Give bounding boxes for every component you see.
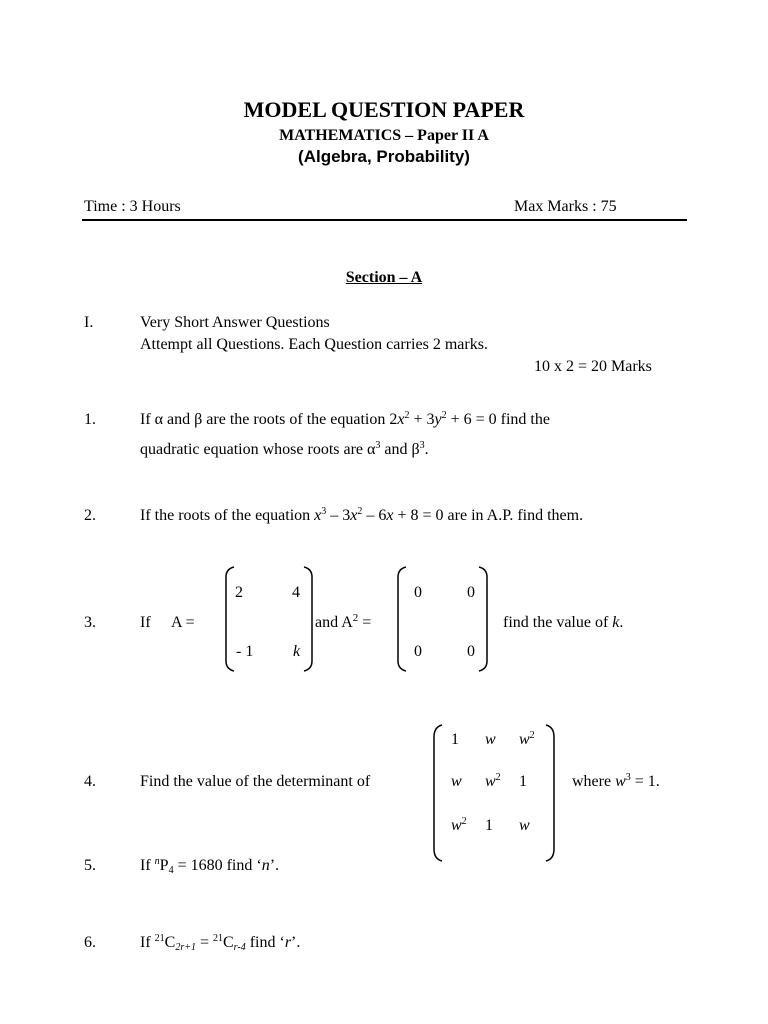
- variable-n: n: [261, 857, 270, 874]
- determinant-cell: 1: [519, 773, 527, 790]
- determinant-cell: 1: [485, 817, 493, 834]
- question-3-if: If: [140, 614, 151, 631]
- text: If: [140, 857, 151, 874]
- text: ’.: [291, 934, 301, 951]
- max-marks-label: Max Marks : 75: [514, 198, 617, 215]
- variable-w: w: [519, 731, 530, 748]
- determinant-cell: w: [519, 817, 530, 834]
- permutation-symbol: P: [159, 857, 169, 874]
- variable-x: x: [386, 507, 394, 524]
- text: .: [424, 441, 429, 458]
- variable-x: x: [350, 507, 358, 524]
- variable-w: w: [615, 773, 626, 790]
- time-label: Time : 3 Hours: [84, 198, 181, 215]
- text: + 6 = 0 find the: [450, 411, 550, 428]
- matrix-a-cell: 4: [292, 584, 300, 601]
- question-number-5: 5.: [84, 857, 96, 874]
- paper-topic: (Algebra, Probability): [298, 147, 470, 166]
- equals-sign: =: [362, 614, 372, 631]
- question-1-line-1: [140, 408, 550, 432]
- question-number-1: 1.: [84, 411, 96, 428]
- text: find ‘: [249, 934, 285, 951]
- question-number-2: 2.: [84, 507, 96, 524]
- matrix-a-right-bracket: [302, 565, 314, 673]
- determinant-left-bracket: [432, 723, 444, 863]
- variable-y: y: [434, 411, 442, 428]
- text: – 3: [330, 507, 351, 524]
- text: + 3: [413, 411, 435, 428]
- determinant-cell: [519, 731, 535, 749]
- beta-symbol: β: [411, 441, 420, 458]
- subscript: 2r+1: [175, 942, 196, 953]
- exponent: 3: [321, 506, 327, 517]
- part-instruction: Attempt all Questions. Each Question carries 2 marks.: [140, 336, 488, 353]
- exponent: 2: [495, 772, 501, 783]
- exponent: 2: [404, 410, 410, 421]
- determinant-cell: w: [485, 731, 496, 748]
- subscript: 4: [168, 865, 174, 876]
- determinant-cell: 1: [451, 731, 459, 748]
- equals-sign: =: [199, 934, 209, 951]
- determinant-cell: [451, 817, 467, 835]
- matrix-a-cell: - 1: [236, 643, 254, 660]
- question-3-and-a-squared: [315, 614, 371, 632]
- exponent: 2: [441, 410, 447, 421]
- exponent: 2: [461, 816, 467, 827]
- part-number: I.: [84, 314, 94, 331]
- text: = 1680 find ‘: [177, 857, 262, 874]
- question-number-6: 6.: [84, 934, 96, 951]
- matrix-b-cell: 0: [467, 584, 475, 601]
- text: – 6: [366, 507, 387, 524]
- text: .: [619, 614, 624, 631]
- matrix-b-right-bracket: [477, 565, 489, 673]
- question-5-text: [140, 854, 279, 878]
- variable-r: r: [284, 934, 292, 951]
- exponent: 3: [375, 440, 381, 451]
- alpha-symbol: α: [367, 441, 376, 458]
- text: + 8 = 0 are in A.P. find them.: [397, 507, 584, 524]
- text: ’.: [269, 857, 280, 874]
- variable-x: x: [314, 507, 322, 524]
- exponent: 3: [419, 440, 425, 451]
- question-4-tail: [572, 773, 660, 791]
- question-3-tail: [503, 614, 623, 632]
- determinant-right-bracket: [544, 723, 556, 863]
- matrix-a-left-bracket: [224, 565, 236, 673]
- question-3-a-equals: A =: [171, 614, 195, 631]
- superscript: 21: [213, 933, 223, 944]
- alpha-symbol: α: [154, 411, 164, 428]
- text: If: [140, 934, 151, 951]
- determinant-cell: w: [451, 773, 462, 790]
- combination-symbol: C: [164, 934, 176, 951]
- question-4-text: Find the value of the determinant of: [140, 773, 371, 790]
- exponent: 2: [352, 612, 359, 624]
- matrix-b-cell: 0: [414, 584, 422, 601]
- part-heading: Very Short Answer Questions: [140, 314, 330, 331]
- variable-x: x: [397, 411, 405, 428]
- variable-w: w: [451, 817, 462, 834]
- determinant-cell: [485, 773, 501, 791]
- paper-subtitle: MATHEMATICS – Paper II A: [279, 127, 489, 144]
- subscript: r-4: [233, 942, 246, 953]
- question-6-text: [140, 931, 300, 955]
- variable-w: w: [485, 773, 496, 790]
- beta-symbol: β: [194, 411, 203, 428]
- question-number-3: 3.: [84, 614, 96, 631]
- question-1-line-2: [140, 438, 429, 462]
- text: and: [167, 411, 191, 428]
- paper-title: MODEL QUESTION PAPER: [243, 97, 525, 122]
- text: If the roots of the equation: [140, 507, 311, 524]
- text: and A: [315, 614, 353, 631]
- text: = 1.: [634, 773, 660, 790]
- text: quadratic equation whose roots are: [140, 441, 364, 458]
- matrix-b-cell: 0: [414, 643, 422, 660]
- matrix-a-cell: 2: [235, 584, 243, 601]
- exponent: 3: [625, 772, 631, 783]
- matrix-b-left-bracket: [396, 565, 408, 673]
- question-2-text: [140, 504, 583, 528]
- header-divider: [82, 219, 687, 221]
- exponent: 2: [529, 730, 535, 741]
- question-number-4: 4.: [84, 773, 96, 790]
- matrix-a-cell: k: [293, 643, 301, 660]
- text: are the roots of the equation 2: [206, 411, 398, 428]
- section-title: Section – A: [345, 269, 423, 286]
- text: find the value of: [503, 614, 609, 631]
- exponent: 2: [357, 506, 363, 517]
- variable-k: k: [612, 614, 620, 631]
- superscript-n: n: [154, 856, 160, 867]
- text: and: [384, 441, 408, 458]
- matrix-b-cell: 0: [467, 643, 475, 660]
- combination-symbol: C: [223, 934, 234, 951]
- superscript: 21: [154, 933, 165, 944]
- text: If: [140, 411, 151, 428]
- part-marks: 10 x 2 = 20 Marks: [534, 358, 652, 375]
- text: where: [572, 773, 612, 790]
